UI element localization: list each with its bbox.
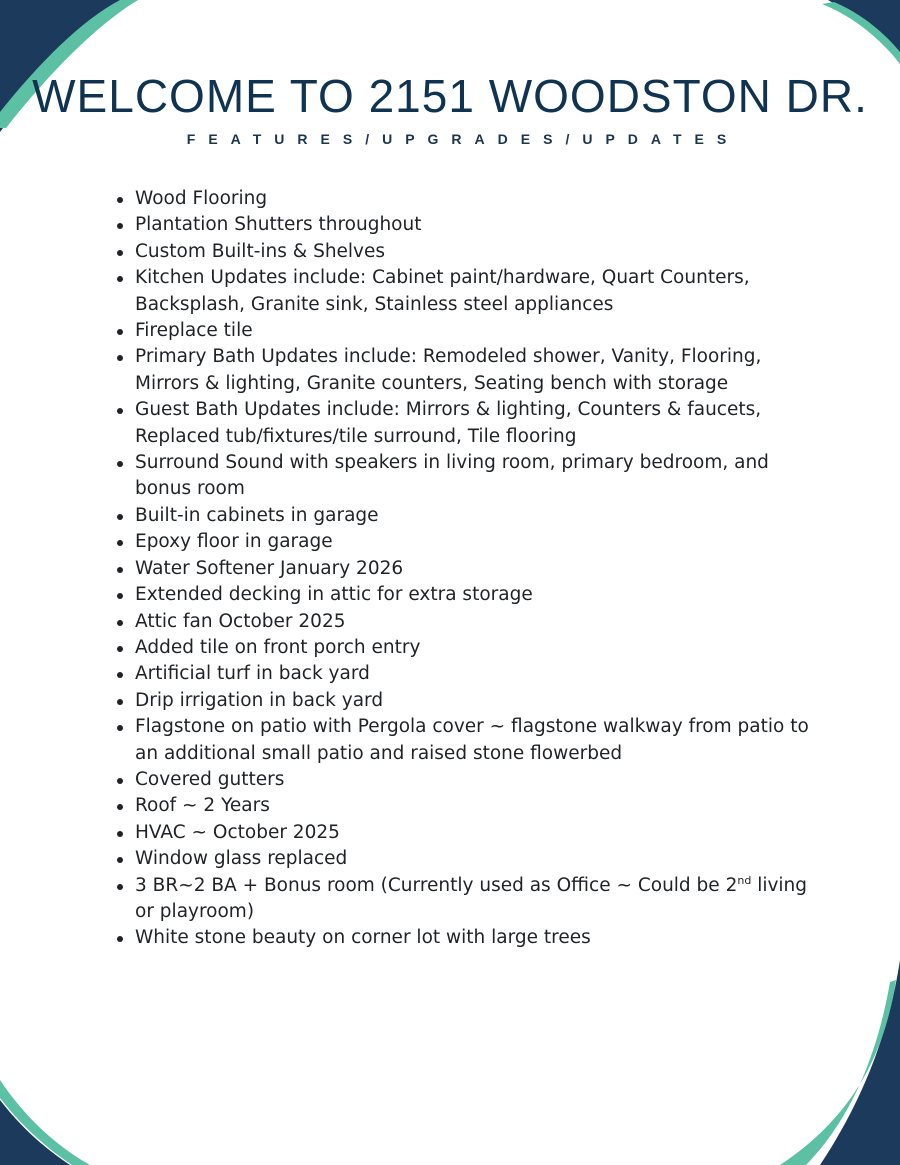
- feature-item: Attic fan October 2025: [113, 609, 813, 635]
- feature-item: Wood Flooring: [113, 186, 813, 212]
- feature-item: Window glass replaced: [113, 846, 813, 872]
- feature-item: Roof ~ 2 Years: [113, 793, 813, 819]
- feature-item: HVAC ~ October 2025: [113, 820, 813, 846]
- feature-item: Drip irrigation in back yard: [113, 688, 813, 714]
- feature-item: White stone beauty on corner lot with large trees: [113, 925, 813, 951]
- feature-item: Added tile on front porch entry: [113, 635, 813, 661]
- feature-item: Flagstone on patio with Pergola cover ~ flagstone walkway from patio to an additional small patio and raised stone flowerbed: [113, 714, 813, 767]
- page-title: WELCOME TO 2151 WOODSTON DR.: [32, 70, 868, 122]
- feature-item: Covered gutters: [113, 767, 813, 793]
- feature-item: Custom Built-ins & Shelves: [113, 239, 813, 265]
- feature-item: Primary Bath Updates include: Remodeled shower, Vanity, Flooring, Mirrors & lighting, Granite counters, Seating bench with storage: [113, 344, 813, 397]
- bottom-right-navy-swoosh: [820, 960, 900, 1165]
- feature-item: Extended decking in attic for extra storage: [113, 582, 813, 608]
- feature-item: Surround Sound with speakers in living room, primary bedroom, and bonus room: [113, 450, 813, 503]
- feature-item: Kitchen Updates include: Cabinet paint/hardware, Quart Counters, Backsplash, Granite sink, Stainless steel appliances: [113, 265, 813, 318]
- feature-item: Guest Bath Updates include: Mirrors & lighting, Counters & faucets, Replaced tub/fixtures/tile surround, Tile flooring: [113, 397, 813, 450]
- feature-item: Plantation Shutters throughout: [113, 212, 813, 238]
- features-list: [113, 186, 813, 952]
- page-subtitle: FEATURES/UPGRADES/UPDATES: [186, 131, 740, 147]
- feature-item: Epoxy floor in garage: [113, 529, 813, 555]
- feature-item: Artificial turf in back yard: [113, 661, 813, 687]
- feature-item: Fireplace tile: [113, 318, 813, 344]
- feature-item: Water Softener January 2026: [113, 556, 813, 582]
- feature-item: Built-in cabinets in garage: [113, 503, 813, 529]
- feature-item: 3 BR~2 BA + Bonus room (Currently used as Office ~ Could be 2nd living or playroom): [113, 873, 813, 926]
